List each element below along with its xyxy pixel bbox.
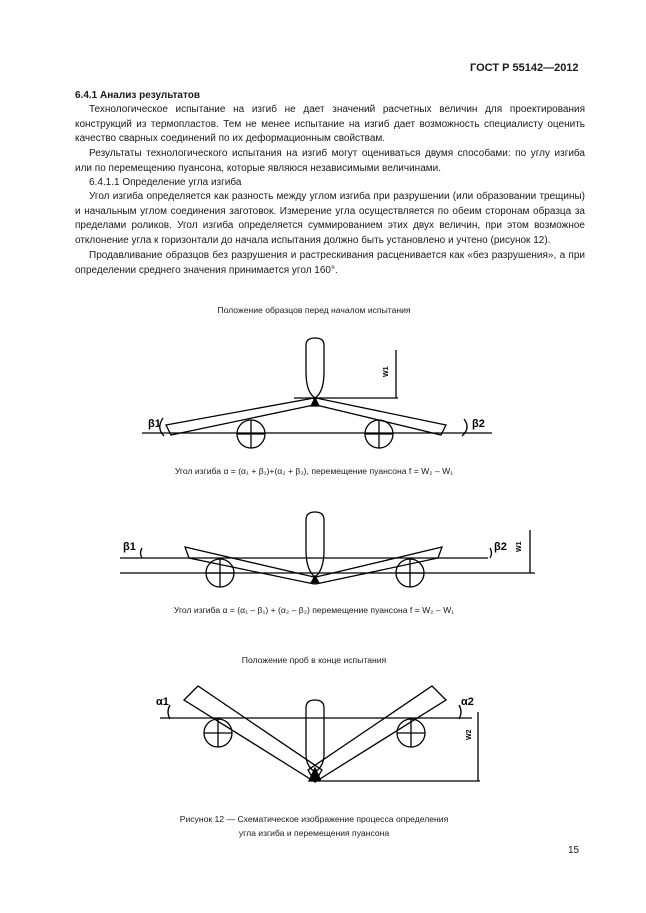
label-beta1-1: β1 bbox=[148, 418, 161, 430]
specimen-left-3 bbox=[184, 686, 322, 782]
label-beta1-2: β1 bbox=[123, 541, 136, 553]
diagram-start bbox=[142, 338, 492, 448]
formula-1: Угол изгиба α = (α₁ + β₁)+(α₂ + β₂), перемещение пуансона f = W₂ – W₁ bbox=[174, 466, 454, 476]
specimen-left-1 bbox=[166, 398, 314, 435]
formula-2: Угол изгиба α = (α₁ – β₁) + (α₂ – β₂) перемещение пуансона f = W₂ – W₁ bbox=[173, 605, 455, 615]
label-w2: W2 bbox=[466, 729, 473, 740]
figure-caption-line-1: Рисунок 12 — Схематическое изображение процесса определения bbox=[179, 814, 449, 824]
specimen-left-2 bbox=[185, 547, 314, 584]
caption-end-position: Положение проб в конце испытания bbox=[241, 655, 387, 665]
beta1-arc-2 bbox=[141, 548, 143, 558]
punch-1 bbox=[306, 338, 324, 398]
label-alpha2: α2 bbox=[461, 696, 474, 708]
paragraph-4: Угол изгиба определяется как разность между углом изгиба при разрушении (или образовании трещины) и начальным углом соединения заготовок. Измерение угла осуществляется по обеим сторонам образца за пределами роликов. Угол изгиба определяется суммированием этих двух величин, при этом возможное отклонение угла к горизонтали до начала испытания должно быть установлено и учтено (рисунок 12). bbox=[75, 191, 585, 246]
punch-2 bbox=[306, 512, 324, 577]
diagram-intermediate bbox=[120, 512, 535, 587]
label-w1-1: W1 bbox=[383, 366, 390, 377]
caption-start-position: Положение образцов перед началом испытания bbox=[217, 305, 411, 315]
beta2-arc-2 bbox=[490, 548, 492, 558]
paragraph-3: 6.4.1.1 Определение угла изгиба bbox=[89, 177, 242, 188]
figure-caption-line-2: угла изгиба и перемещения пуансона bbox=[238, 828, 390, 838]
paragraph-2: Результаты технологического испытания на изгиб могут оцениваться двумя способами: по углу изгиба или по перемещению пуансона, которые являюся независимыми величинами. bbox=[75, 148, 585, 174]
paragraph-5: Продавливание образцов без разрушения и растрескивания расценивается как «без разрушения», а при определении среднего значения принимается угол 160°. bbox=[75, 250, 585, 276]
label-alpha1: α1 bbox=[156, 696, 169, 708]
label-w1-2: W1 bbox=[516, 541, 523, 552]
specimen-right-1 bbox=[316, 398, 446, 435]
section-heading: 6.4.1 Анализ результатов bbox=[75, 90, 201, 101]
paragraph-1: Технологическое испытание на изгиб не дает значений расчетных величин для проектирования конструкций из термопластов. Тем не менее испытание на изгиб дает возможность специалисту оценить качество сварных соединений по их деформационным свойствам. bbox=[75, 104, 585, 145]
label-beta2-1: β2 bbox=[472, 418, 485, 430]
page-number: 15 bbox=[568, 845, 580, 856]
diagram-end bbox=[156, 686, 480, 782]
standard-number: ГОСТ Р 55142—2012 bbox=[470, 62, 579, 74]
label-beta2-2: β2 bbox=[494, 541, 507, 553]
